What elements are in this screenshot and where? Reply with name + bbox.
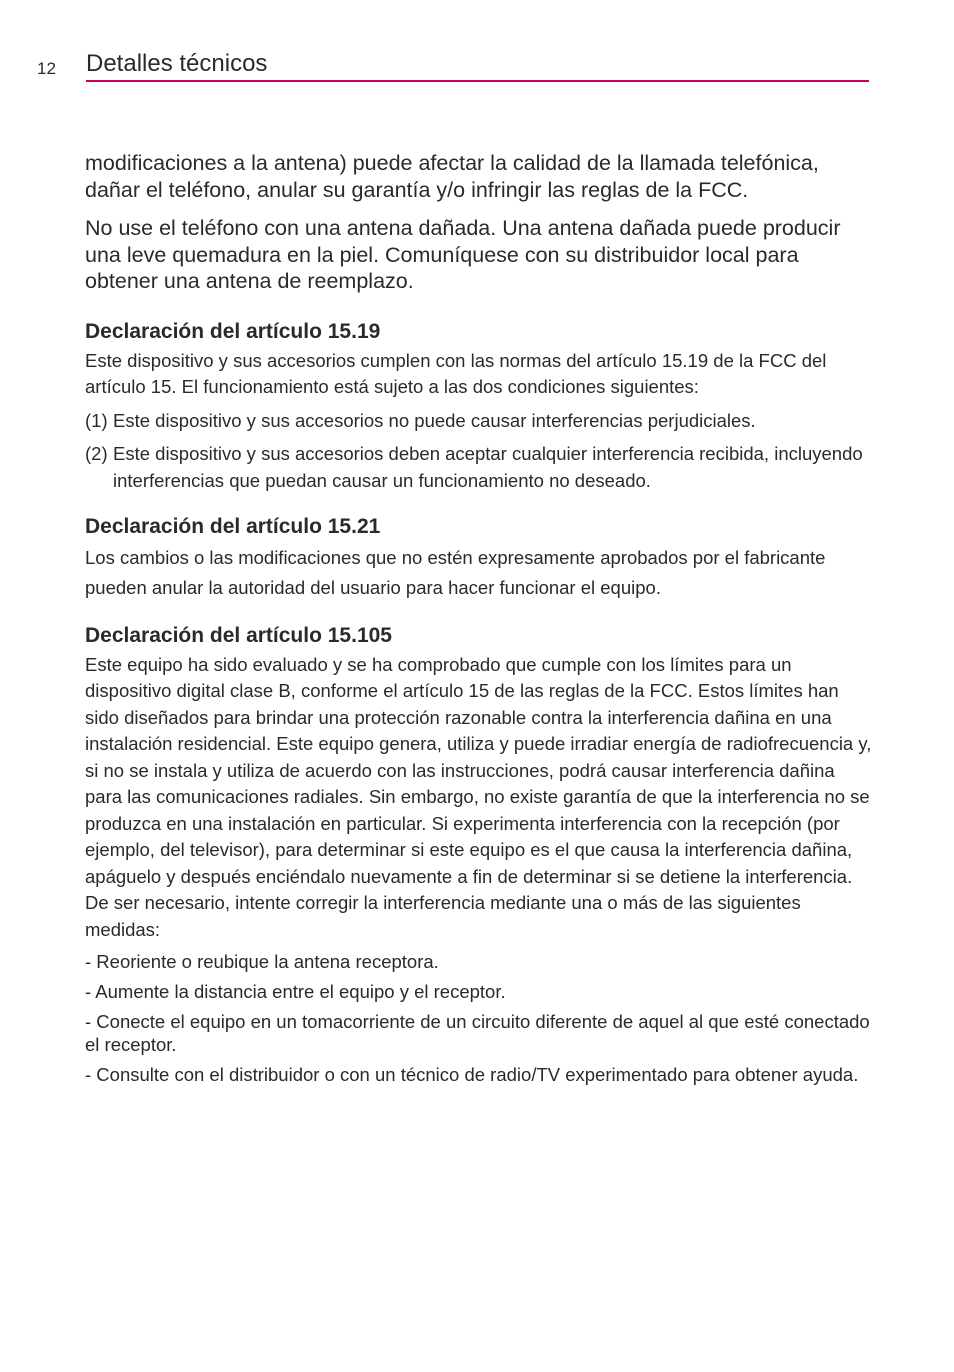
list-item-text: Este dispositivo y sus accesorios deben aceptar cualquier interferencia recibida, incluyendo interferencias que puedan causar un funcionamiento no deseado. [113,442,863,491]
section-15-105 [85,623,875,1087]
list-item: - Aumente la distancia entre el equipo y el receptor. [85,981,506,1002]
header-rule [86,80,869,82]
page-number: 12 [37,59,56,78]
list-item: - Reoriente o reubique la antena receptora. [85,951,439,972]
section-title: Detalles técnicos [86,50,268,77]
section-paragraph: Este equipo ha sido evaluado y se ha comprobado que cumple con los límites para un dispositivo digital clase B, conforme el artículo 15 de las reglas de la FCC. Estos límites han sido diseñados para brindar una protección razonable contra la interferencia dañina en una instalación residencial. Este equipo genera, utiliza y puede irradiar energía de radiofrecuencia y, si no se instala y utiliza de acuerdo con las instrucciones, podrá causar interferencia dañina para las comunicaciones radiales. Sin embargo, no existe garantía de que la interferencia no se produzca en una instalación en particular. Si experimenta interferencia con la recepción (por ejemplo, del televisor), para determinar si este equipo es el que causa la interferencia dañina, apáguelo y después enciéndalo nuevamente a fin de determinar si se detiene la interferencia. De ser necesario, intente corregir la interferencia mediante una o más de las siguientes medidas: [85,653,872,940]
section-15-21 [85,514,875,603]
section-paragraph: Este dispositivo y sus accesorios cumplen con las normas del artículo 15.19 de la FCC del artículo 15. El funcionamiento está sujeto a las dos condiciones siguientes: [85,349,827,397]
intro-paragraph: modificaciones a la antena) puede afectar la calidad de la llamada telefónica, dañar el teléfono, anular su garantía y/o infringir las reglas de la FCC. [85,151,819,202]
page-content [85,150,875,1086]
section-paragraph: Los cambios o las modificaciones que no estén expresamente aprobados por el fabricante pueden anular la autoridad del usuario para hacer funcionar el equipo. [85,546,826,598]
list-item [85,407,875,434]
list-marker: (2) [85,442,108,464]
list-marker: (1) [85,409,108,431]
section-15-19 [85,319,875,494]
section-heading: Declaración del artículo 15.21 [85,514,381,538]
list-item [85,440,875,494]
list-item: - Conecte el equipo en un tomacorriente de un circuito diferente de aquel al que esté conectado el receptor. [85,1011,870,1055]
numbered-list [85,407,875,494]
list-item-text: Este dispositivo y sus accesorios no puede causar interferencias perjudiciales. [113,409,756,431]
intro-paragraph: No use el teléfono con una antena dañada. Una antena dañada puede producir una leve quemadura en la piel. Comuníquese con su distribuidor local para obtener una antena de reemplazo. [85,216,841,293]
section-heading: Declaración del artículo 15.105 [85,623,392,647]
page-header [0,0,954,90]
section-heading: Declaración del artículo 15.19 [85,319,381,343]
dash-list [85,950,875,1086]
list-item: - Consulte con el distribuidor o con un técnico de radio/TV experimentado para obtener ayuda. [85,1064,859,1085]
